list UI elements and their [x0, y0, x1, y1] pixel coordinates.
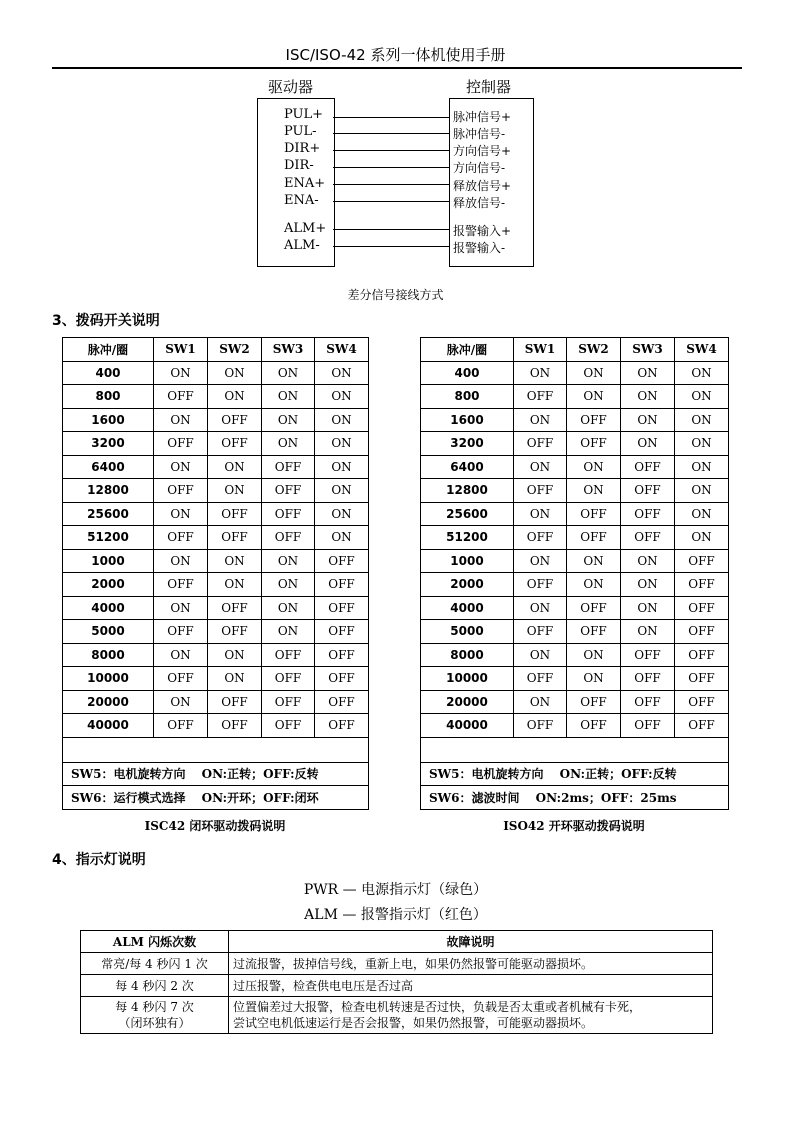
iso42-dip-table: [420, 337, 729, 810]
switch-state-cell: OFF: [208, 690, 262, 714]
switch-state-cell: OFF: [675, 596, 729, 620]
switch-state-cell: ON: [621, 361, 675, 385]
sw5-note: SW5：电机旋转方向 ON:正转；OFF:反转: [63, 762, 369, 786]
pulse-value-cell: 4000: [63, 596, 154, 620]
switch-state-cell: ON: [514, 596, 567, 620]
pulse-value-cell: 3200: [421, 432, 514, 456]
switch-state-cell: ON: [514, 455, 567, 479]
switch-state-cell: ON: [621, 620, 675, 644]
switch-state-cell: OFF: [514, 526, 567, 550]
driver-signal-label: ENA-: [284, 193, 319, 208]
table-row: [421, 596, 729, 620]
switch-state-cell: ON: [262, 549, 315, 573]
switch-state-cell: ON: [621, 596, 675, 620]
switch-state-cell: ON: [154, 502, 208, 526]
switch-state-cell: ON: [675, 455, 729, 479]
pulse-value-cell: 25600: [63, 502, 154, 526]
pulse-value-cell: 800: [421, 385, 514, 409]
switch-state-cell: OFF: [315, 549, 369, 573]
alarm-desc-cont: 尝试空电机低速运行是否会报警，如果仍然报警，可能驱动器损坏。: [233, 1016, 594, 1030]
alarm-row: [81, 997, 713, 1034]
table-spacer-row: [421, 737, 729, 762]
alarm-desc: 位置偏差过大报警，检查电机转速是否过快，负载是否太重或者机械有卡死，: [233, 1000, 642, 1014]
switch-state-cell: OFF: [621, 479, 675, 503]
controller-signal-label: 报警输入+: [453, 224, 512, 238]
driver-label: 驱动器: [268, 78, 314, 96]
controller-signal-label: 脉冲信号+: [453, 110, 512, 124]
alarm-count: 每 4 秒闪 2 次: [81, 975, 229, 997]
switch-state-cell: ON: [315, 385, 369, 409]
switch-state-cell: ON: [567, 385, 621, 409]
switch-state-cell: OFF: [208, 596, 262, 620]
table-row: [63, 502, 369, 526]
section-3-title: 3、拨码开关说明: [52, 313, 160, 329]
pulse-value-cell: 12800: [421, 479, 514, 503]
page-header-title: ISC/ISO-42 系列一体机使用手册: [285, 46, 506, 64]
table-row: [63, 361, 369, 385]
switch-state-cell: ON: [315, 526, 369, 550]
table-row: [421, 479, 729, 503]
pulse-value-cell: 400: [421, 361, 514, 385]
controller-signal-label: 释放信号-: [453, 196, 506, 210]
switch-state-cell: OFF: [675, 620, 729, 644]
switch-state-cell: ON: [675, 408, 729, 432]
table-row: [63, 385, 369, 409]
switch-state-cell: ON: [208, 667, 262, 691]
table-spacer-row: [63, 737, 369, 762]
sw6-note-row: [421, 786, 729, 810]
section-4-title: 4、指示灯说明: [52, 852, 146, 868]
pulse-value-cell: 1600: [421, 408, 514, 432]
table-header-cell: SW3: [621, 338, 675, 362]
table-row: [63, 432, 369, 456]
table-row: [63, 690, 369, 714]
pwr-led-description: PWR — 电源指示灯（绿色）: [303, 882, 488, 898]
iso42-table-caption: ISO42 开环驱动拨码说明: [503, 819, 645, 833]
switch-state-cell: OFF: [621, 526, 675, 550]
sw5-note: SW5：电机旋转方向 ON:正转；OFF:反转: [421, 762, 729, 786]
switch-state-cell: ON: [208, 361, 262, 385]
switch-state-cell: OFF: [567, 690, 621, 714]
controller-signal-label: 释放信号+: [453, 179, 512, 193]
pulse-value-cell: 3200: [63, 432, 154, 456]
switch-state-cell: OFF: [262, 667, 315, 691]
table-row: [63, 573, 369, 597]
switch-state-cell: ON: [514, 408, 567, 432]
table-header-cell: SW3: [262, 338, 315, 362]
table-header-cell: SW2: [567, 338, 621, 362]
switch-state-cell: OFF: [621, 643, 675, 667]
alarm-table: [80, 930, 713, 1034]
alarm-header-count: ALM 闪烁次数: [81, 931, 229, 953]
switch-state-cell: ON: [208, 385, 262, 409]
sw6-note: SW6：滤波时间 ON:2ms；OFF：25ms: [421, 786, 729, 810]
alarm-desc: 过流报警，拔掉信号线，重新上电，如果仍然报警可能驱动器损坏。: [229, 953, 713, 975]
signal-wire: [333, 201, 450, 202]
switch-state-cell: ON: [675, 385, 729, 409]
switch-state-cell: OFF: [154, 385, 208, 409]
pulse-value-cell: 6400: [421, 455, 514, 479]
switch-state-cell: ON: [315, 408, 369, 432]
table-header-cell: SW1: [154, 338, 208, 362]
pulse-value-cell: 5000: [63, 620, 154, 644]
switch-state-cell: OFF: [675, 690, 729, 714]
table-header-cell: 脉冲/圈: [63, 338, 154, 362]
switch-state-cell: OFF: [621, 502, 675, 526]
table-header-cell: SW1: [514, 338, 567, 362]
switch-state-cell: ON: [154, 690, 208, 714]
switch-state-cell: OFF: [675, 714, 729, 738]
switch-state-cell: ON: [154, 549, 208, 573]
isc42-dip-table: [62, 337, 369, 810]
switch-state-cell: OFF: [621, 714, 675, 738]
table-row: [421, 690, 729, 714]
switch-state-cell: ON: [208, 479, 262, 503]
alarm-count-note: （闭环独有）: [118, 1016, 191, 1030]
switch-state-cell: OFF: [567, 714, 621, 738]
switch-state-cell: ON: [675, 526, 729, 550]
pulse-value-cell: 4000: [421, 596, 514, 620]
table-row: [421, 455, 729, 479]
switch-state-cell: OFF: [514, 714, 567, 738]
switch-state-cell: ON: [315, 432, 369, 456]
switch-state-cell: OFF: [262, 502, 315, 526]
switch-state-cell: ON: [154, 361, 208, 385]
table-row: [421, 502, 729, 526]
controller-signal-label: 报警输入-: [453, 241, 506, 255]
driver-signal-label: PUL-: [284, 124, 317, 139]
switch-state-cell: OFF: [315, 667, 369, 691]
switch-state-cell: OFF: [514, 573, 567, 597]
switch-state-cell: ON: [675, 432, 729, 456]
table-header-cell: 脉冲/圈: [421, 338, 514, 362]
switch-state-cell: OFF: [567, 432, 621, 456]
switch-state-cell: ON: [621, 408, 675, 432]
switch-state-cell: ON: [621, 573, 675, 597]
isc42-table-caption: ISC42 闭环驱动拨码说明: [144, 819, 286, 833]
switch-state-cell: OFF: [154, 667, 208, 691]
switch-state-cell: OFF: [567, 620, 621, 644]
switch-state-cell: ON: [154, 596, 208, 620]
switch-state-cell: OFF: [315, 620, 369, 644]
switch-state-cell: ON: [567, 643, 621, 667]
signal-wire: [333, 229, 450, 230]
alarm-count: 每 4 秒闪 7 次: [115, 1000, 194, 1014]
driver-signal-label: ENA+: [284, 176, 326, 191]
signal-wire: [333, 150, 450, 151]
switch-state-cell: OFF: [262, 526, 315, 550]
alm-led-description: ALM — 报警指示灯（红色）: [304, 907, 487, 923]
switch-state-cell: OFF: [262, 455, 315, 479]
switch-state-cell: ON: [154, 643, 208, 667]
switch-state-cell: ON: [514, 690, 567, 714]
switch-state-cell: OFF: [315, 643, 369, 667]
switch-state-cell: OFF: [621, 455, 675, 479]
switch-state-cell: OFF: [208, 502, 262, 526]
table-row: [421, 549, 729, 573]
switch-state-cell: ON: [208, 455, 262, 479]
switch-state-cell: ON: [262, 385, 315, 409]
switch-state-cell: ON: [154, 455, 208, 479]
table-row: [421, 432, 729, 456]
switch-state-cell: OFF: [208, 714, 262, 738]
sw5-note-row: [63, 762, 369, 786]
switch-state-cell: OFF: [567, 526, 621, 550]
driver-signal-label: ALM-: [284, 238, 320, 253]
alarm-row: [81, 953, 713, 975]
switch-state-cell: ON: [675, 502, 729, 526]
sw6-note: SW6：运行模式选择 ON:开环；OFF:闭环: [63, 786, 369, 810]
switch-state-cell: ON: [315, 502, 369, 526]
pulse-value-cell: 8000: [63, 643, 154, 667]
switch-state-cell: OFF: [514, 620, 567, 644]
table-row: [63, 408, 369, 432]
switch-state-cell: ON: [315, 361, 369, 385]
switch-state-cell: ON: [567, 455, 621, 479]
switch-state-cell: ON: [675, 479, 729, 503]
header-rule: [52, 67, 742, 69]
table-row: [421, 526, 729, 550]
switch-state-cell: ON: [208, 643, 262, 667]
pulse-value-cell: 1000: [63, 549, 154, 573]
pulse-value-cell: 20000: [63, 690, 154, 714]
pulse-value-cell: 8000: [421, 643, 514, 667]
table-row: [421, 385, 729, 409]
switch-state-cell: OFF: [675, 667, 729, 691]
switch-state-cell: ON: [315, 455, 369, 479]
pulse-value-cell: 400: [63, 361, 154, 385]
switch-state-cell: ON: [567, 479, 621, 503]
switch-state-cell: ON: [567, 573, 621, 597]
switch-state-cell: OFF: [315, 596, 369, 620]
table-row: [63, 667, 369, 691]
pulse-value-cell: 51200: [63, 526, 154, 550]
switch-state-cell: OFF: [262, 690, 315, 714]
controller-signal-label: 方向信号-: [453, 161, 506, 175]
switch-state-cell: OFF: [315, 690, 369, 714]
table-row: [63, 620, 369, 644]
table-row: [63, 526, 369, 550]
table-row: [421, 714, 729, 738]
controller-signal-label: 脉冲信号-: [453, 127, 506, 141]
switch-state-cell: OFF: [675, 549, 729, 573]
switch-state-cell: OFF: [262, 714, 315, 738]
switch-state-cell: ON: [262, 596, 315, 620]
switch-state-cell: OFF: [262, 643, 315, 667]
pulse-value-cell: 800: [63, 385, 154, 409]
switch-state-cell: OFF: [567, 502, 621, 526]
switch-state-cell: OFF: [208, 620, 262, 644]
switch-state-cell: OFF: [208, 408, 262, 432]
switch-state-cell: OFF: [154, 620, 208, 644]
switch-state-cell: OFF: [262, 479, 315, 503]
pulse-value-cell: 1000: [421, 549, 514, 573]
signal-wire: [333, 246, 450, 247]
switch-state-cell: OFF: [315, 714, 369, 738]
pulse-value-cell: 5000: [421, 620, 514, 644]
driver-signal-label: DIR+: [284, 141, 321, 156]
signal-wire: [333, 133, 450, 134]
table-row: [421, 620, 729, 644]
table-row: [421, 573, 729, 597]
switch-state-cell: ON: [621, 432, 675, 456]
switch-state-cell: OFF: [621, 667, 675, 691]
switch-state-cell: ON: [262, 620, 315, 644]
switch-state-cell: ON: [514, 549, 567, 573]
table-header-cell: SW4: [315, 338, 369, 362]
switch-state-cell: ON: [621, 549, 675, 573]
switch-state-cell: OFF: [154, 432, 208, 456]
switch-state-cell: OFF: [154, 573, 208, 597]
switch-state-cell: ON: [567, 667, 621, 691]
switch-state-cell: ON: [315, 479, 369, 503]
alarm-row: [81, 975, 713, 997]
switch-state-cell: OFF: [567, 408, 621, 432]
table-row: [421, 643, 729, 667]
table-header-cell: SW2: [208, 338, 262, 362]
pulse-value-cell: 10000: [421, 667, 514, 691]
switch-state-cell: OFF: [154, 526, 208, 550]
switch-state-cell: ON: [262, 432, 315, 456]
alarm-desc: 过压报警，检查供电电压是否过高: [229, 975, 713, 997]
table-row: [421, 361, 729, 385]
switch-state-cell: ON: [567, 549, 621, 573]
switch-state-cell: ON: [514, 502, 567, 526]
switch-state-cell: OFF: [208, 526, 262, 550]
alarm-count: 常亮/每 4 秒闪 1 次: [81, 953, 229, 975]
switch-state-cell: ON: [514, 361, 567, 385]
driver-signal-label: DIR-: [284, 158, 314, 173]
switch-state-cell: ON: [154, 408, 208, 432]
table-row: [63, 596, 369, 620]
signal-wire: [333, 167, 450, 168]
pulse-value-cell: 51200: [421, 526, 514, 550]
switch-state-cell: OFF: [154, 479, 208, 503]
switch-state-cell: OFF: [154, 714, 208, 738]
switch-state-cell: OFF: [567, 596, 621, 620]
table-row: [421, 667, 729, 691]
switch-state-cell: OFF: [675, 573, 729, 597]
sw5-note-row: [421, 762, 729, 786]
switch-state-cell: ON: [262, 361, 315, 385]
switch-state-cell: ON: [621, 385, 675, 409]
pulse-value-cell: 40000: [63, 714, 154, 738]
switch-state-cell: ON: [262, 408, 315, 432]
pulse-value-cell: 1600: [63, 408, 154, 432]
pulse-value-cell: 12800: [63, 479, 154, 503]
controller-label: 控制器: [466, 78, 512, 96]
switch-state-cell: ON: [262, 573, 315, 597]
switch-state-cell: OFF: [514, 385, 567, 409]
pulse-value-cell: 2000: [421, 573, 514, 597]
table-row: [63, 479, 369, 503]
switch-state-cell: OFF: [514, 667, 567, 691]
wiring-caption: 差分信号接线方式: [347, 288, 444, 302]
switch-state-cell: OFF: [675, 643, 729, 667]
pulse-value-cell: 25600: [421, 502, 514, 526]
pulse-value-cell: 2000: [63, 573, 154, 597]
table-row: [63, 714, 369, 738]
pulse-value-cell: 20000: [421, 690, 514, 714]
switch-state-cell: OFF: [621, 690, 675, 714]
pulse-value-cell: 6400: [63, 455, 154, 479]
signal-wire: [333, 184, 450, 185]
switch-state-cell: ON: [208, 549, 262, 573]
table-row: [63, 643, 369, 667]
switch-state-cell: ON: [208, 573, 262, 597]
pulse-value-cell: 40000: [421, 714, 514, 738]
table-row: [63, 455, 369, 479]
switch-state-cell: OFF: [315, 573, 369, 597]
switch-state-cell: OFF: [514, 432, 567, 456]
alarm-header-desc: 故障说明: [229, 931, 713, 953]
switch-state-cell: ON: [675, 361, 729, 385]
switch-state-cell: ON: [567, 361, 621, 385]
switch-state-cell: ON: [514, 643, 567, 667]
driver-signal-label: PUL+: [284, 107, 323, 122]
driver-signal-label: ALM+: [284, 221, 327, 236]
controller-signal-label: 方向信号+: [453, 144, 512, 158]
pulse-value-cell: 10000: [63, 667, 154, 691]
sw6-note-row: [63, 786, 369, 810]
table-header-cell: SW4: [675, 338, 729, 362]
switch-state-cell: OFF: [208, 432, 262, 456]
switch-state-cell: OFF: [514, 479, 567, 503]
table-row: [421, 408, 729, 432]
signal-wire: [333, 117, 450, 118]
table-row: [63, 549, 369, 573]
